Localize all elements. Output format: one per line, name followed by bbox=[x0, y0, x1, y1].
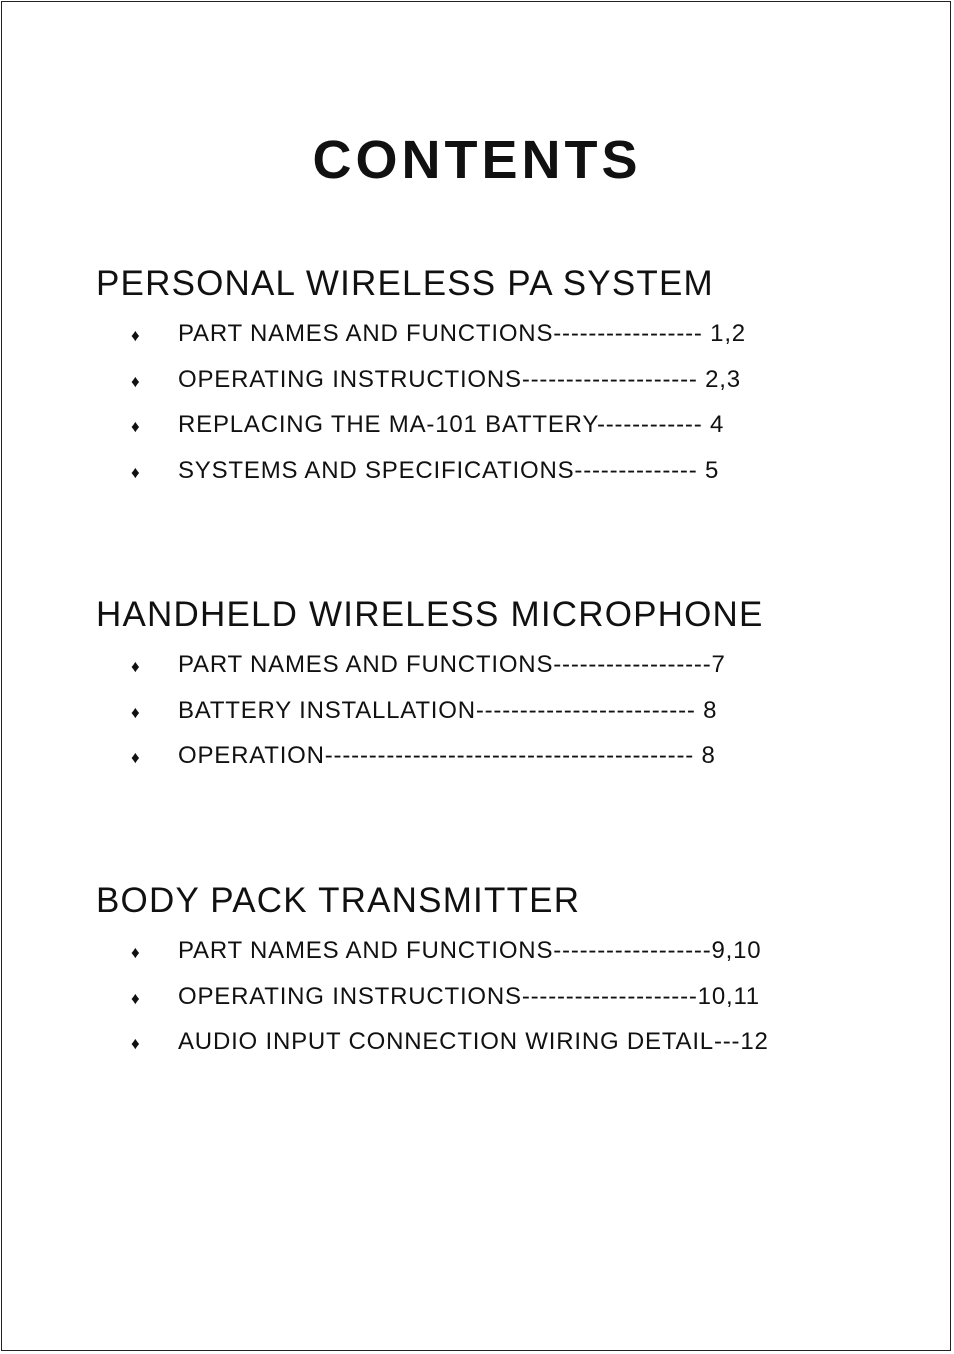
toc-entry-text: OPERATION------------------------------------------ 8 bbox=[178, 742, 716, 769]
toc-entry bbox=[0, 364, 954, 410]
toc-list bbox=[0, 649, 954, 786]
diamond-bullet-icon: ♦ bbox=[131, 943, 140, 962]
diamond-bullet-icon: ♦ bbox=[131, 371, 140, 391]
toc-entry-text: AUDIO INPUT CONNECTION WIRING DETAIL---12 bbox=[178, 1028, 769, 1055]
toc-entry bbox=[0, 649, 954, 695]
diamond-bullet-icon: ♦ bbox=[131, 1034, 140, 1053]
toc-entry-text: OPERATING INSTRUCTIONS-------------------- 2,3 bbox=[178, 365, 741, 393]
diamond-bullet-icon: ♦ bbox=[131, 462, 140, 482]
diamond-bullet-icon: ♦ bbox=[131, 702, 140, 722]
toc-entry bbox=[0, 935, 954, 981]
toc-entry bbox=[0, 318, 954, 364]
diamond-bullet-icon: ♦ bbox=[131, 417, 140, 436]
diamond-bullet-icon: ♦ bbox=[131, 657, 140, 676]
toc-entry-text: PART NAMES AND FUNCTIONS------------------9,10 bbox=[178, 937, 762, 964]
section-heading: PERSONAL WIRELESS PA SYSTEM bbox=[96, 264, 714, 303]
toc-entry bbox=[0, 409, 954, 455]
toc-entry bbox=[0, 1026, 954, 1072]
toc-entry-text: PART NAMES AND FUNCTIONS----------------- 1,2 bbox=[178, 320, 746, 347]
toc-list bbox=[0, 318, 954, 500]
toc-entry bbox=[0, 740, 954, 786]
diamond-bullet-icon: ♦ bbox=[131, 326, 140, 345]
page-title: CONTENTS bbox=[312, 130, 642, 190]
section-heading: BODY PACK TRANSMITTER bbox=[96, 881, 581, 920]
toc-entry bbox=[0, 981, 954, 1027]
toc-entry-text: REPLACING THE MA-101 BATTERY------------ 4 bbox=[178, 411, 725, 438]
toc-entry bbox=[0, 455, 954, 501]
section-heading: HANDHELD WIRELESS MICROPHONE bbox=[96, 595, 764, 634]
diamond-bullet-icon: ♦ bbox=[131, 748, 140, 767]
toc-entry-text: PART NAMES AND FUNCTIONS------------------7 bbox=[178, 651, 726, 678]
toc-list bbox=[0, 935, 954, 1072]
diamond-bullet-icon: ♦ bbox=[131, 988, 140, 1008]
toc-entry bbox=[0, 695, 954, 741]
toc-entry-text: SYSTEMS AND SPECIFICATIONS-------------- 5 bbox=[178, 456, 720, 484]
toc-entry-text: BATTERY INSTALLATION------------------------- 8 bbox=[178, 696, 718, 724]
toc-entry-text: OPERATING INSTRUCTIONS--------------------10,11 bbox=[178, 982, 760, 1010]
